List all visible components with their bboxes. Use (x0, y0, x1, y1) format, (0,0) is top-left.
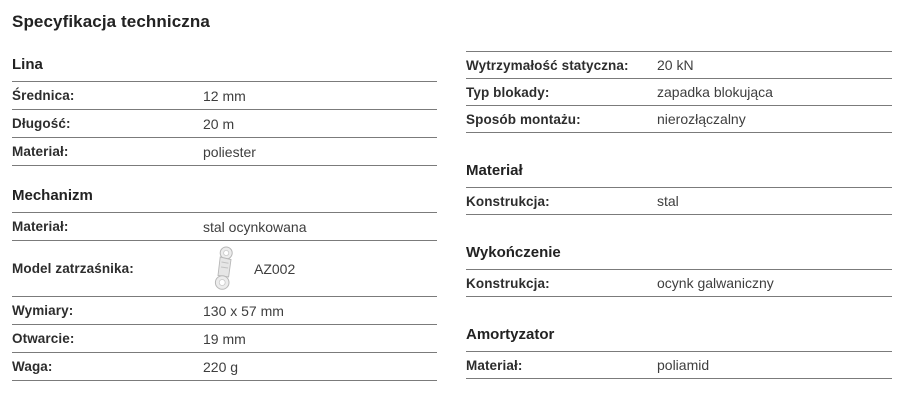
spec-row-sposob-montazu (466, 106, 892, 133)
spec-label: Średnica: (12, 88, 75, 103)
spec-row-konstrukcja-material (466, 188, 892, 215)
spec-value: 19 mm (203, 330, 246, 347)
spec-value: nierozłączalny (657, 111, 746, 127)
spec-value: 130 x 57 mm (203, 302, 284, 319)
section-heading-material: Materiał (466, 161, 892, 188)
spec-label: Typ blokady: (466, 84, 550, 100)
section-heading-lina: Lina (12, 55, 437, 82)
spec-value: poliester (203, 143, 256, 160)
spec-value: stal ocynkowana (203, 218, 307, 235)
section-mechanizm (12, 186, 437, 381)
spec-label: Otwarcie: (12, 331, 75, 346)
section-amortyzator (466, 325, 892, 379)
spec-value: AZ002 (254, 260, 296, 277)
spec-row-material-amortyzatora (466, 352, 892, 379)
spec-label: Materiał: (12, 144, 69, 159)
spec-label: Waga: (12, 359, 53, 374)
spec-value-with-image (203, 246, 295, 292)
spec-value: 220 g (203, 358, 239, 375)
spec-row-model-zatrzasnika (12, 241, 437, 297)
spec-label: Konstrukcja: (466, 275, 550, 291)
spec-value: 12 mm (203, 87, 246, 104)
spec-value: poliamid (657, 357, 710, 373)
snap-hook-image (214, 246, 234, 292)
spec-label: Konstrukcja: (466, 193, 550, 209)
spec-value: 20 kN (657, 57, 694, 73)
spec-value: stal (657, 193, 679, 209)
spec-label: Wytrzymałość statyczna: (466, 57, 629, 73)
spec-row-waga (12, 353, 437, 381)
spec-row-srednica (12, 82, 437, 110)
spec-row-wytrzymalosc (466, 52, 892, 79)
spec-value: zapadka blokująca (657, 84, 773, 100)
spec-row-otwarcie (12, 325, 437, 353)
spec-label: Model zatrzaśnika: (12, 261, 134, 276)
spec-label: Długość: (12, 116, 71, 131)
spec-row-wymiary (12, 297, 437, 325)
spec-value: ocynk galwaniczny (657, 275, 774, 291)
section-lina (12, 55, 437, 166)
section-wykonczenie (466, 243, 892, 297)
spec-right-column (466, 51, 892, 379)
section-parametry (466, 51, 892, 133)
section-heading-mechanizm: Mechanizm (12, 186, 437, 213)
spec-row-dlugosc (12, 110, 437, 138)
section-heading-wykonczenie: Wykończenie (466, 243, 892, 270)
spec-label: Materiał: (12, 219, 69, 234)
section-material (466, 161, 892, 215)
spec-value: 20 m (203, 115, 235, 132)
spec-row-material-mechanizmu (12, 213, 437, 241)
spec-row-typ-blokady (466, 79, 892, 106)
spec-row-konstrukcja-wykonczenie (466, 270, 892, 297)
section-heading-amortyzator: Amortyzator (466, 325, 892, 352)
spec-left-column (12, 55, 437, 381)
page-title: Specyfikacja techniczna (12, 12, 210, 31)
spec-label: Sposób montażu: (466, 111, 581, 127)
spec-label: Wymiary: (12, 303, 74, 318)
spec-row-material-liny (12, 138, 437, 166)
spec-label: Materiał: (466, 357, 523, 373)
